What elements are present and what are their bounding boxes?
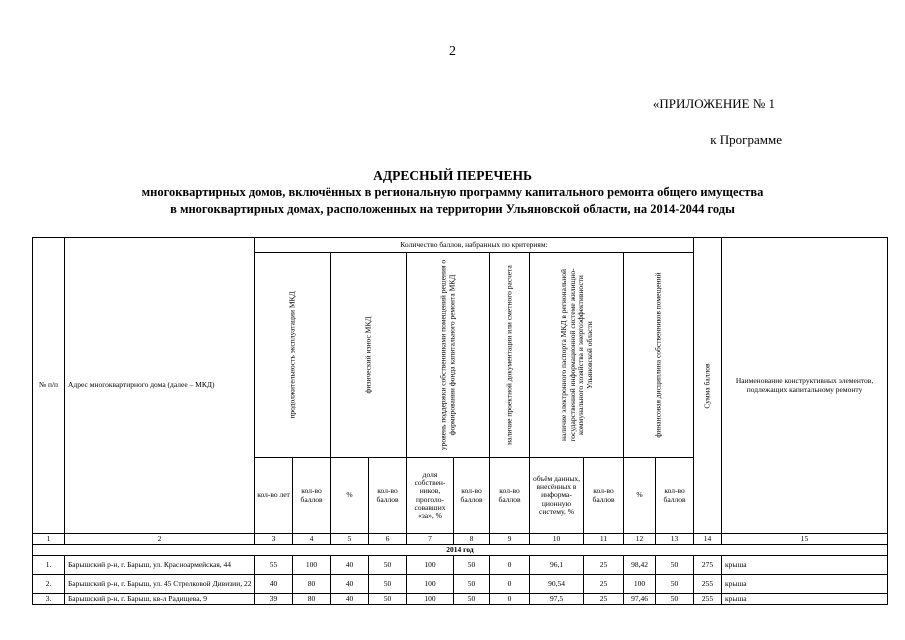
column-number: 6 [369,534,407,545]
subheader-cell: кол-во баллов [369,458,407,534]
cell-value: 50 [454,575,490,594]
subheader-cell: кол-во баллов [490,458,530,534]
cell-value: 50 [369,594,407,605]
cell-value: 50 [454,594,490,605]
column-number: 1 [33,534,65,545]
cell-value: 40 [331,556,369,575]
cell-value: 98,42 [624,556,656,575]
cell-value: 97,5 [530,594,584,605]
cell-value: 50 [454,556,490,575]
cell-value: 90,54 [530,575,584,594]
cell-value: 97,46 [624,594,656,605]
subheader-cell: % [331,458,369,534]
column-number: 10 [530,534,584,545]
cell-value: 50 [656,556,694,575]
cell-elements: крыша [722,594,888,605]
cell-value: 100 [407,594,454,605]
subheader-cell: кол-во лет [255,458,293,534]
cell-sum: 255 [694,594,722,605]
cell-value: 25 [584,575,624,594]
criterion-financial-label: финансовая дисциплина собственников помещений [653,272,663,438]
cell-address: Барышский р-н, г. Барыш, кв-л Радищева, 9 [65,594,255,605]
cell-row-number: 3. [33,594,65,605]
cell-value: 39 [255,594,293,605]
cell-value: 50 [656,594,694,605]
cell-sum: 255 [694,575,722,594]
criterion-e-passport-label: наличие электронного паспорта МКД в региональной государственной информационной системе жилищно-коммунального хозяйства и энергоэффективности Ульяновской области [558,268,594,442]
subheader-cell: доля собствен-ников, проголо-совавших «за», % [407,458,454,534]
column-number: 7 [407,534,454,545]
table-row [33,594,888,605]
subheader-cell: кол-во баллов [454,458,490,534]
header-address: Адрес многоквартирного дома (далее – МКД) [65,238,255,534]
column-number: 9 [490,534,530,545]
document-subtitle-line-1: многоквартирных домов, включённых в региональную программу капитального ремонта общего имущества [141,185,764,199]
criterion-cell [407,253,490,458]
header-row-number: № п/п [33,238,65,534]
cell-value: 40 [255,575,293,594]
cell-value: 0 [490,575,530,594]
column-number: 15 [722,534,888,545]
cell-value: 25 [584,594,624,605]
document-subtitle-line-2: в многоквартирных домах, расположенных на территории Ульяновской области, на 2014-2044 годы [170,202,735,216]
header-sum-cell [694,238,722,534]
cell-value: 80 [293,594,331,605]
cell-value: 50 [656,575,694,594]
cell-value: 25 [584,556,624,575]
column-number: 13 [656,534,694,545]
column-number: 5 [331,534,369,545]
cell-address: Барышский р-н, г. Барыш, ул. 45 Стрелковой Дивизии, 22 [65,575,255,594]
cell-value: 55 [255,556,293,575]
subheader-cell: кол-во баллов [293,458,331,534]
criterion-support-label: уровень поддержки собственниками помещений решения о формировании фонда капитального ремонта МКД [438,259,456,451]
cell-value: 100 [407,575,454,594]
criterion-wear-label: физический износ МКД [363,316,373,394]
criterion-age-label: продолжительность эксплуатации МКД [287,291,297,419]
program-label: к Программе [710,132,782,147]
header-sum: Сумма баллов [702,362,712,409]
column-number: 14 [694,534,722,545]
cell-value: 100 [624,575,656,594]
column-number: 4 [293,534,331,545]
cell-address: Барышский р-н, г. Барыш, ул. Красноармейская, 44 [65,556,255,575]
page-number: 2 [449,44,456,59]
criterion-cell [331,253,407,458]
subheader-cell: % [624,458,656,534]
document-title: АДРЕСНЫЙ ПЕРЕЧЕНЬ [373,168,532,183]
header-elements: Наименование конструктивных элементов, подлежащих капитальному ремонту [722,238,888,534]
cell-value: 0 [490,556,530,575]
year-section-label: 2014 год [33,545,888,556]
appendix-label: «ПРИЛОЖЕНИЕ № 1 [652,96,775,111]
criterion-cell [255,253,331,458]
cell-value: 50 [369,556,407,575]
cell-value: 0 [490,594,530,605]
column-number: 12 [624,534,656,545]
cell-value: 100 [407,556,454,575]
table-row [33,556,888,575]
column-number: 2 [65,534,255,545]
subheader-cell: объём данных, внесённых в информа-ционную систему, % [530,458,584,534]
subheader-cell: кол-во баллов [584,458,624,534]
cell-value: 96,1 [530,556,584,575]
column-number: 11 [584,534,624,545]
cell-value: 40 [331,594,369,605]
header-criteria: Количество баллов, набранных по критериям: [255,238,694,253]
cell-elements: крыша [722,575,888,594]
criterion-cell [490,253,530,458]
cell-row-number: 1. [33,556,65,575]
column-number: 3 [255,534,293,545]
table-row [33,575,888,594]
column-number: 8 [454,534,490,545]
address-register-table [32,237,888,605]
criterion-cell [624,253,694,458]
subheader-cell: кол-во баллов [656,458,694,534]
cell-sum: 275 [694,556,722,575]
cell-row-number: 2. [33,575,65,594]
cell-value: 80 [293,575,331,594]
cell-value: 40 [331,575,369,594]
cell-value: 100 [293,556,331,575]
cell-value: 50 [369,575,407,594]
cell-elements: крыша [722,556,888,575]
criterion-project-docs-label: наличие проектной документации или сметного расчета [504,265,514,445]
criterion-cell [530,253,624,458]
